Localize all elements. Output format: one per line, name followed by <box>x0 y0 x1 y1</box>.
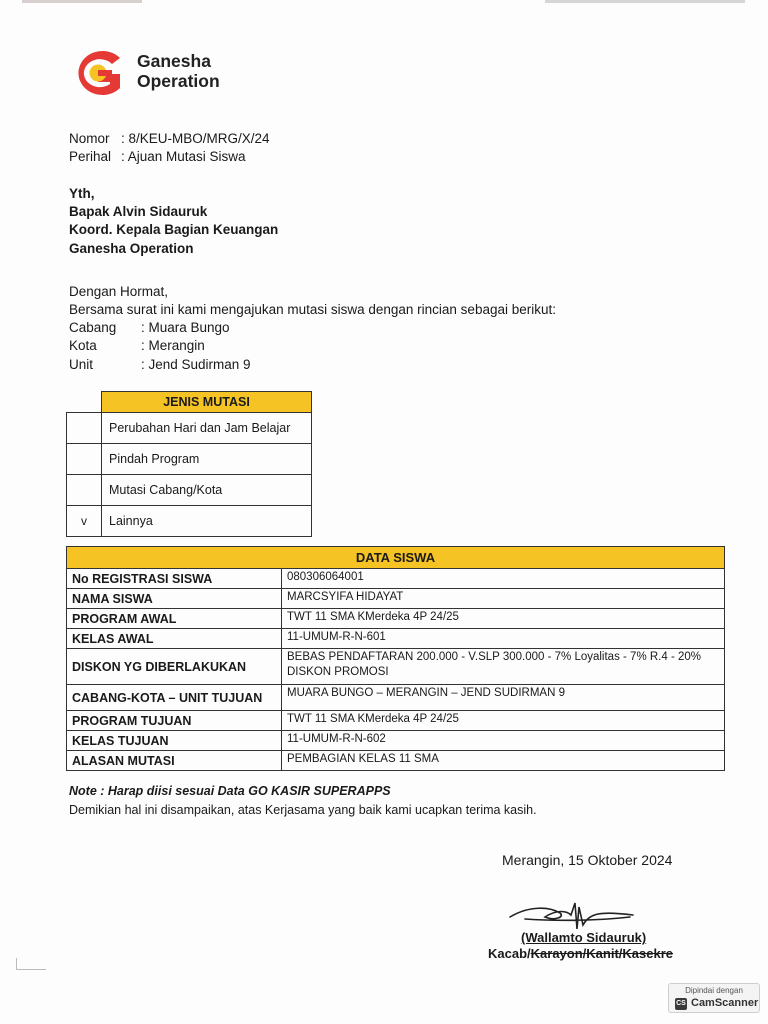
closing-text: Demikian hal ini disampaikan, atas Kerjasama yang baik kami ucapkan terima kasih. <box>69 803 537 817</box>
field-value: MARCSYIFA HIDAYAT <box>282 589 725 609</box>
nomor-label: Nomor <box>69 131 110 146</box>
letter-subject <box>69 148 246 166</box>
detail-kota <box>69 337 205 355</box>
data-siswa-table <box>66 546 725 771</box>
table-row <box>67 711 725 731</box>
field-label: KELAS TUJUAN <box>67 731 282 751</box>
detail-value: : Merangin <box>141 338 205 353</box>
checkmark-cell: v <box>67 506 102 537</box>
table-row <box>67 413 312 444</box>
camscanner-icon: CS <box>675 998 687 1010</box>
recipient-position: Koord. Kepala Bagian Keuangan <box>69 222 279 237</box>
field-label: No REGISTRASI SISWA <box>67 569 282 589</box>
checkbox-cell <box>67 475 102 506</box>
nomor-value: : 8/KEU-MBO/MRG/X/24 <box>121 131 270 146</box>
option-label: Mutasi Cabang/Kota <box>102 475 312 506</box>
field-value: BEBAS PENDAFTARAN 200.000 - V.SLP 300.000 - 7% Loyalitas - 7% R.4 - 20% DISKON PROMOSI <box>282 649 725 685</box>
company-name-line2: Operation <box>137 71 220 91</box>
table-cell <box>67 392 102 413</box>
letter-number <box>69 130 270 148</box>
data-siswa-header-row <box>67 547 725 569</box>
option-label: Pindah Program <box>102 444 312 475</box>
field-value: 11-UMUM-R-N-601 <box>282 629 725 649</box>
table-row <box>67 569 725 589</box>
scanner-app-name: CamScanner <box>691 997 759 1009</box>
field-value: TWT 11 SMA KMerdeka 4P 24/25 <box>282 711 725 731</box>
field-value: TWT 11 SMA KMerdeka 4P 24/25 <box>282 609 725 629</box>
note-text: Note : Harap diisi sesuai Data GO KASIR SUPERAPPS <box>69 784 391 798</box>
camscanner-badge <box>668 983 760 1013</box>
field-label: KELAS AWAL <box>67 629 282 649</box>
detail-value: : Jend Sudirman 9 <box>141 357 251 372</box>
table-row <box>67 629 725 649</box>
recipient-company: Ganesha Operation <box>69 241 194 256</box>
detail-cabang <box>69 319 230 337</box>
company-name-line1: Ganesha <box>137 51 211 71</box>
field-label: NAMA SISWA <box>67 589 282 609</box>
field-label: ALASAN MUTASI <box>67 751 282 771</box>
field-label: DISKON YG DIBERLAKUKAN <box>67 649 282 685</box>
greeting: Dengan Hormat, <box>69 284 169 299</box>
jenis-mutasi-header: JENIS MUTASI <box>102 392 312 413</box>
table-row <box>67 731 725 751</box>
table-row <box>67 609 725 629</box>
table-row <box>67 444 312 475</box>
signer-name: (Wallamto Sidauruk) <box>521 930 647 945</box>
signer-title-struck: Karayon/Kanit/Kasekre <box>530 946 673 961</box>
jenis-mutasi-header-row <box>67 392 312 413</box>
perihal-value: : Ajuan Mutasi Siswa <box>121 149 246 164</box>
field-value: PEMBAGIAN KELAS 11 SMA <box>282 751 725 771</box>
detail-value: : Muara Bungo <box>141 320 230 335</box>
field-label: CABANG-KOTA – UNIT TUJUAN <box>67 685 282 711</box>
option-label: Lainnya <box>102 506 312 537</box>
checkbox-cell <box>67 413 102 444</box>
table-row <box>67 589 725 609</box>
field-value: 080306064001 <box>282 569 725 589</box>
detail-label: Kota <box>69 338 97 353</box>
jenis-mutasi-table <box>66 391 312 537</box>
signature-image <box>505 895 640 935</box>
data-siswa-header: DATA SISWA <box>67 547 725 569</box>
scan-edge-mark <box>22 0 142 3</box>
detail-unit <box>69 356 251 374</box>
table-row <box>67 475 312 506</box>
recipient-line: Yth, <box>69 186 95 201</box>
detail-label: Unit <box>69 357 94 372</box>
option-label: Perubahan Hari dan Jam Belajar <box>102 413 312 444</box>
table-row <box>67 751 725 771</box>
perihal-label: Perihal <box>69 149 112 164</box>
ganesha-operation-logo-icon <box>68 48 128 98</box>
place-date: Merangin, 15 Oktober 2024 <box>502 852 673 868</box>
company-name <box>137 51 220 91</box>
signer-title <box>488 946 673 961</box>
intro-text: Bersama surat ini kami mengajukan mutasi siswa dengan rincian sebagai berikut: <box>69 302 556 317</box>
scan-edge-mark <box>545 0 745 3</box>
table-row <box>67 649 725 685</box>
recipient-name: Bapak Alvin Sidauruk <box>69 204 208 219</box>
scanner-caption: Dipindai dengan <box>685 986 743 995</box>
field-label: PROGRAM TUJUAN <box>67 711 282 731</box>
signer-title-prefix: Kacab/ <box>488 946 531 961</box>
table-row <box>67 685 725 711</box>
field-label: PROGRAM AWAL <box>67 609 282 629</box>
detail-label: Cabang <box>69 320 117 335</box>
table-row <box>67 506 312 537</box>
scan-corner-mark <box>16 958 46 970</box>
checkbox-cell <box>67 444 102 475</box>
field-value: 11-UMUM-R-N-602 <box>282 731 725 751</box>
field-value: MUARA BUNGO – MERANGIN – JEND SUDIRMAN 9 <box>282 685 725 711</box>
